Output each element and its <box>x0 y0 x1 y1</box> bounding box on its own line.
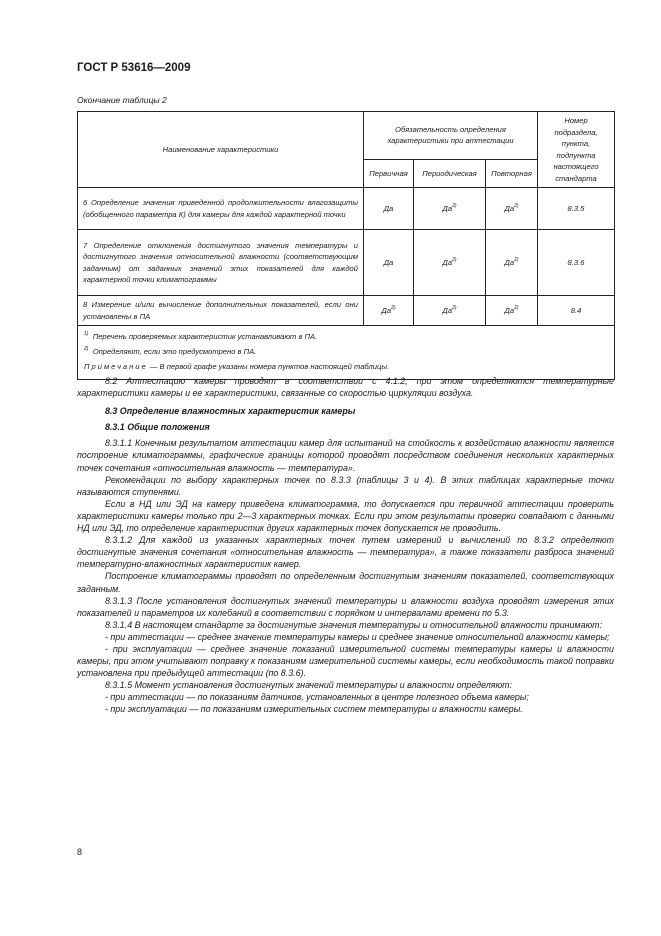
cell-repeat: $Да^{2)}$ <box>486 296 538 326</box>
paragraph-8-3-1-4: 8.3.1.4 В настоящем стандарте за достигнутые значения температуры и относительной влажности принимают: <box>105 619 603 630</box>
cell-primary: Да <box>364 230 414 296</box>
header-repeat: Повторная <box>486 159 538 187</box>
body-text <box>77 375 614 716</box>
heading-8-3-1: 8.3.1 Общие положения <box>105 422 210 433</box>
cell-periodic: $Да^{2)}$ <box>414 188 486 230</box>
row-name: 8 Измерение и/или вычисление дополнительных показателей, если они установлены в ПА <box>78 296 364 326</box>
list-item-exploitation-1: - при эксплуатации — среднее значение показаний измерительной системы температуры камеры и влажности камеры, при этом учитывают поправку к показаниям измерительной системы камеры, если необходимость такой поправки установлена при предыдущей аттестации (по 8.3.6). <box>77 643 614 679</box>
characteristics-table <box>77 111 615 380</box>
list-item-attestation-2: - при аттестации — по показаниям датчиков, установленных в центре полезного объема камеры; <box>105 692 529 703</box>
table-row <box>78 296 615 326</box>
header-name: Наименование характеристики <box>78 112 364 188</box>
row-name: 7 Определение отклонения достигнутого значения температуры и достигнутого значения относительной влажности (соответствующим заданным) от заданных значений этих показателей для каждой характерной точки климатограммы <box>78 230 364 296</box>
header-periodic: Периодическая <box>414 159 486 187</box>
paragraph-recommendations: Рекомендации по выбору характерных точек по 8.3.3 (таблицы 3 и 4). В этих таблицах характерные точки называются ступенями. <box>77 474 614 497</box>
cell-reference: 8.3.6 <box>538 230 615 296</box>
paragraph-8-3-1-2: 8.3.1.2 Для каждой из указанных характерных точек путем измерений и вычислений по 8.3.2 определяют достигнутые значения сочетания «относительная влажность — температура», а также показатели разброса значений температурно-влажностных характеристик камер. <box>77 535 614 570</box>
footnote-1: $^{1)}$ Перечень проверяемых характеристик устанавливают в ПА. <box>84 331 318 341</box>
paragraph-construction: Построение климатограммы проводят по определенным достигнутым значениям показателей, соответствующих заданным. <box>77 571 614 594</box>
table-row <box>78 188 615 230</box>
cell-primary: Да <box>364 188 414 230</box>
header-reference: Номер подраздела, пункта, подпункта настоящего стандарта <box>538 112 615 188</box>
cell-primary: $Да^{2)}$ <box>364 296 414 326</box>
cell-periodic: $Да^{2)}$ <box>414 296 486 326</box>
document-header: ГОСТ Р 53616—2009 <box>77 62 191 74</box>
table-note: Примечание — В первой графе указаны номера пунктов настоящей таблицы. <box>84 362 390 371</box>
paragraph-8-3-1-1: 8.3.1.1 Конечным результатом аттестации камер для испытаний на стойкость к воздействию влажности является построение климатограммы, графические границы которой проводят посредством соединения нескольких характерных точек сочетания «относительная влажность — температура». <box>77 438 614 473</box>
heading-8-3: 8.3 Определение влажностных характеристик камеры <box>105 406 356 417</box>
cell-reference: 8.3.5 <box>538 188 615 230</box>
cell-repeat: $Да^{2)}$ <box>486 188 538 230</box>
list-item-attestation-1: - при аттестации — среднее значение температуры камеры и среднее значение относительной влажности камеры; <box>105 631 610 642</box>
cell-reference: 8.4 <box>538 296 615 326</box>
paragraph-nd: Если в НД или ЭД на камеру приведена климатограмма, то допускается при первичной аттестации проверить характеристики камеры только при 2—3 характерных точках. Если при этом результаты проверки совпадают с данными НД или ЭД, то определение характеристик других характерных точек допускается не проводить. <box>77 498 614 534</box>
paragraph-8-2: 8.2 Аттестацию камеры проводят в соответствии с 4.1.2; при этом определяются температурные характеристики камеры и ее характеристики, связанные со скоростью циркуляции воздуха. <box>77 376 614 399</box>
footnote-2: $^{2)}$ Определяют, если это предусмотрено в ПА. <box>84 346 257 356</box>
page-number: 8 <box>77 847 83 857</box>
header-obligation: Обязательность определения характеристики при аттестации <box>364 112 538 160</box>
header-primary: Первичная <box>364 159 414 187</box>
cell-repeat: $Да^{2)}$ <box>486 230 538 296</box>
cell-periodic: $Да^{2)}$ <box>414 230 486 296</box>
table-caption: Окончание таблицы 2 <box>77 95 167 105</box>
paragraph-8-3-1-3: 8.3.1.3 После установления достигнутых значений температуры и влажности воздуха проводят измерения этих показателей и параметров их колебаний в соответствии с порядком и интервалами времени по 5.3. <box>77 595 614 618</box>
table-notes <box>78 326 615 380</box>
list-item-exploitation-2: - при эксплуатации — по показаниям измерительных систем температуры и влажности камеры. <box>105 704 523 715</box>
row-name: 6 Определение значения приведенной продолжительности влагозащиты (обобщенного параметра К) для камеры для каждой характерной точки <box>78 188 364 230</box>
table-row <box>78 230 615 296</box>
paragraph-8-3-1-5: 8.3.1.5 Момент установления достигнутых значений температуры и влажности определяют: <box>105 680 512 691</box>
